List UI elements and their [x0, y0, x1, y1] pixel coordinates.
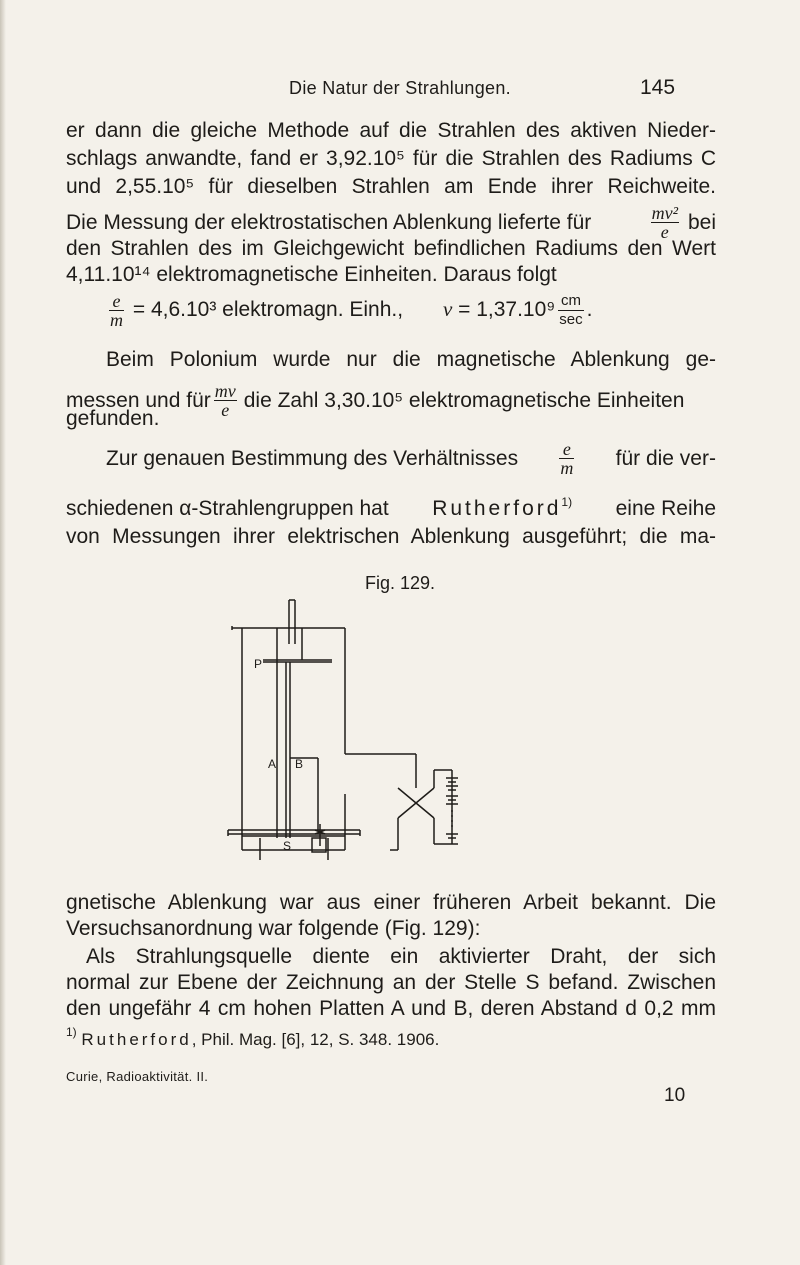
- figure-caption: Fig. 129.: [364, 573, 436, 593]
- equation-variable-v: v: [442, 297, 453, 322]
- footnote-citation: , Phil. Mag. [6], 12, S. 348. 1906.: [191, 1030, 440, 1049]
- equation-end: .: [586, 298, 593, 322]
- fraction-cm-over-sec: [558, 292, 583, 329]
- author-name: Rutherford: [432, 497, 562, 520]
- fraction-numerator: mv: [214, 381, 236, 401]
- text-line-4-end: bei: [687, 210, 716, 234]
- fraction-numerator: cm: [558, 292, 583, 311]
- text-line-11-end: eine Reihe: [615, 497, 716, 520]
- label-p: P: [254, 657, 263, 671]
- fraction-denominator: m: [560, 458, 574, 478]
- label-a: A: [268, 757, 277, 771]
- text-line-7: Beim Polonium wurde nur die magnetische Ablenkung ge-: [106, 348, 716, 371]
- label-s: S: [283, 839, 292, 853]
- fraction-numerator: e: [109, 292, 124, 311]
- text-line-14: Versuchsanordnung war folgende (Fig. 129):: [66, 917, 481, 940]
- label-b: B: [295, 757, 304, 771]
- text-line-5: den Strahlen des im Gleichgewicht befindlichen Radiums den Wert: [66, 237, 716, 260]
- figure-129-apparatus: [220, 598, 520, 860]
- fraction-denominator: m: [110, 310, 123, 330]
- fraction-e-over-m-inline: [559, 440, 574, 477]
- fraction-e-over-m: [109, 292, 124, 329]
- footnote-author: Rutherford: [81, 1030, 192, 1049]
- signature-line: Curie, Radioaktivität. II.: [66, 1069, 209, 1084]
- text-line-13: gnetische Ablenkung war aus einer früheren Arbeit bekannt. Die: [66, 891, 716, 914]
- text-line-11: [66, 496, 716, 524]
- fraction-numerator: e: [559, 440, 574, 459]
- sheet-number: 10: [664, 1085, 686, 1106]
- fraction-numerator: mv²: [651, 203, 678, 223]
- running-title: Die Natur der Strahlungen.: [289, 78, 511, 98]
- text-line-10-start: Zur genauen Bestimmung des Verhältnisses: [106, 446, 519, 470]
- text-line-8-start: messen und für: [66, 388, 211, 412]
- apparatus-drawing: [220, 598, 520, 860]
- footnote-ref: 1): [561, 495, 573, 509]
- equation-value-2: = 1,37.10⁹: [458, 298, 556, 322]
- text-line-4-start: Die Messung der elektrostatischen Ablenkung lieferte für: [66, 210, 592, 234]
- text-line-9: gefunden.: [66, 407, 160, 430]
- text-line-3: und 2,55.10⁵ für dieselben Strahlen am Ende ihrer Reichweite.: [66, 175, 716, 198]
- text-line-8-end: die Zahl 3,30.10⁵ elektromagnetische Einheiten: [243, 388, 685, 412]
- text-line-6: 4,11.10¹⁴ elektromagnetische Einheiten. Daraus folgt: [66, 263, 557, 286]
- text-line-10: [106, 440, 716, 477]
- footnote-marker: 1): [66, 1025, 77, 1039]
- text-line-2: schlags anwandte, fand er 3,92.10⁵ für die Strahlen des Radiums C: [66, 147, 716, 170]
- equation-value-1: = 4,6.10³ elektromagn. Einh.,: [132, 298, 404, 322]
- equation-e-over-m: [106, 292, 706, 329]
- fraction-denominator: sec: [559, 311, 583, 328]
- text-line-12: von Messungen ihrer elektrischen Ablenkung ausgeführt; die ma-: [66, 525, 716, 548]
- text-line-17: den ungefähr 4 cm hohen Platten A und B, deren Abstand d 0,2 mm: [66, 997, 716, 1020]
- text-line-1: er dann die gleiche Methode auf die Strahlen des aktiven Nieder-: [66, 119, 716, 142]
- text-line-11-start: schiedenen α-Strahlengruppen hat: [66, 497, 389, 520]
- footnote: [66, 1025, 440, 1050]
- page-edge-shadow: [0, 0, 6, 1265]
- text-line-16: normal zur Ebene der Zeichnung an der Stelle S befand. Zwischen: [66, 971, 716, 994]
- fraction-denominator: e: [221, 400, 230, 420]
- text-line-10-end: für die ver-: [615, 446, 716, 470]
- text-line-15: Als Strahlungsquelle diente ein aktivierter Draht, der sich: [86, 945, 716, 968]
- page-number: 145: [640, 76, 676, 99]
- fraction-denominator: e: [660, 222, 669, 242]
